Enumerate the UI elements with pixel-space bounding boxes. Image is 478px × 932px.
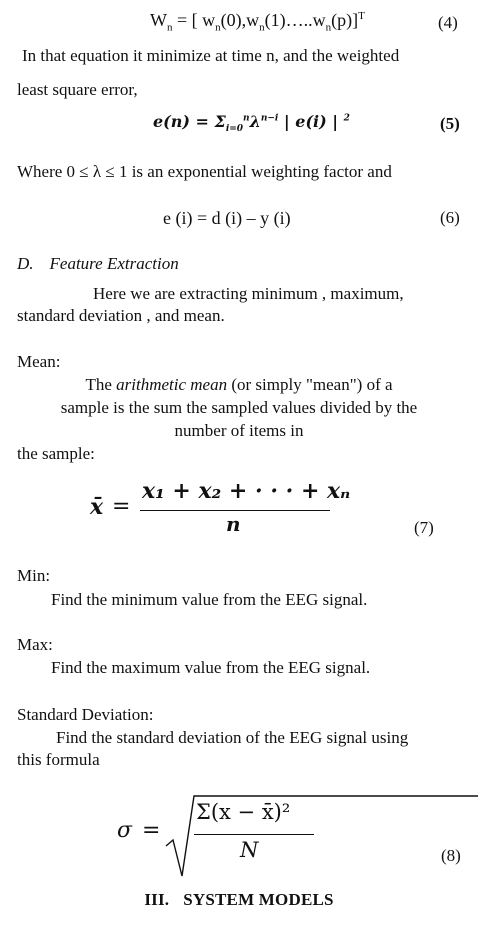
equation-7-lhs: x̄ — [90, 494, 104, 520]
equation-5: $e(n) = \Sigma_{i=0}^n\lambda^{n-i}$ | e(i) | $^2$ — [153, 112, 350, 135]
equation-6: e (i) = d (i) – y (i) — [163, 208, 291, 228]
equation-number-7: (7) — [414, 518, 434, 537]
paragraph-line: least square error, — [17, 80, 138, 99]
equation-number-8: (8) — [441, 846, 461, 865]
section-title: Feature Extraction — [49, 254, 179, 273]
paragraph-line: Find the minimum value from the EEG signal. — [51, 590, 368, 609]
paragraph-line: Find the maximum value from the EEG signal. — [51, 658, 371, 677]
max-heading: Max: — [17, 635, 53, 654]
equation-number-4: (4) — [438, 13, 458, 32]
equation-8-lhs: σ — [117, 818, 133, 843]
paragraph-line: Where 0 ≤ λ ≤ 1 is an exponential weighting factor and — [17, 162, 392, 181]
equation-8-numerator: Σ(x − x̄)² — [196, 800, 291, 824]
paragraph-line: In that equation it minimize at time n, and the weighted — [22, 46, 400, 65]
equation-7-equals: = — [112, 494, 131, 519]
equation-number-5: (5) — [440, 114, 460, 133]
fraction-bar — [194, 834, 314, 835]
paragraph-line: this formula — [17, 750, 100, 769]
section-label: D. — [17, 254, 34, 273]
section-title: SYSTEM MODELS — [183, 890, 334, 909]
paragraph-line: The arithmetic mean (or simply "mean") of a — [85, 375, 393, 394]
section-label: III. — [144, 890, 170, 909]
stddev-heading: Standard Deviation: — [17, 705, 154, 724]
section-heading-d — [17, 254, 179, 274]
paragraph-line: sample is the sum the sampled values divided by the — [60, 398, 418, 417]
equation-8-equals: = — [142, 818, 161, 843]
paragraph-line: the sample: — [17, 444, 95, 463]
paragraph-line: standard deviation , and mean. — [17, 306, 225, 325]
equation-7-denominator: n — [226, 512, 241, 536]
min-heading: Min: — [17, 566, 51, 585]
paragraph-line: Here we are extracting minimum , maximum, — [93, 284, 404, 303]
equation-number-6: (6) — [440, 208, 460, 227]
mean-heading: Mean: — [17, 352, 61, 371]
paragraph-line: Find the standard deviation of the EEG signal using — [56, 728, 409, 747]
equation-4: $W_n$ = [ $w_n(0),w_n(1)\dots..w_n(p)]^T$ — [150, 10, 365, 34]
equation-8-denominator: N — [240, 838, 259, 862]
paragraph-line: number of items in — [174, 421, 304, 440]
equation-7-numerator: x₁ + x₂ + · · · + xₙ — [142, 478, 351, 504]
section-heading-iii — [0, 890, 478, 910]
